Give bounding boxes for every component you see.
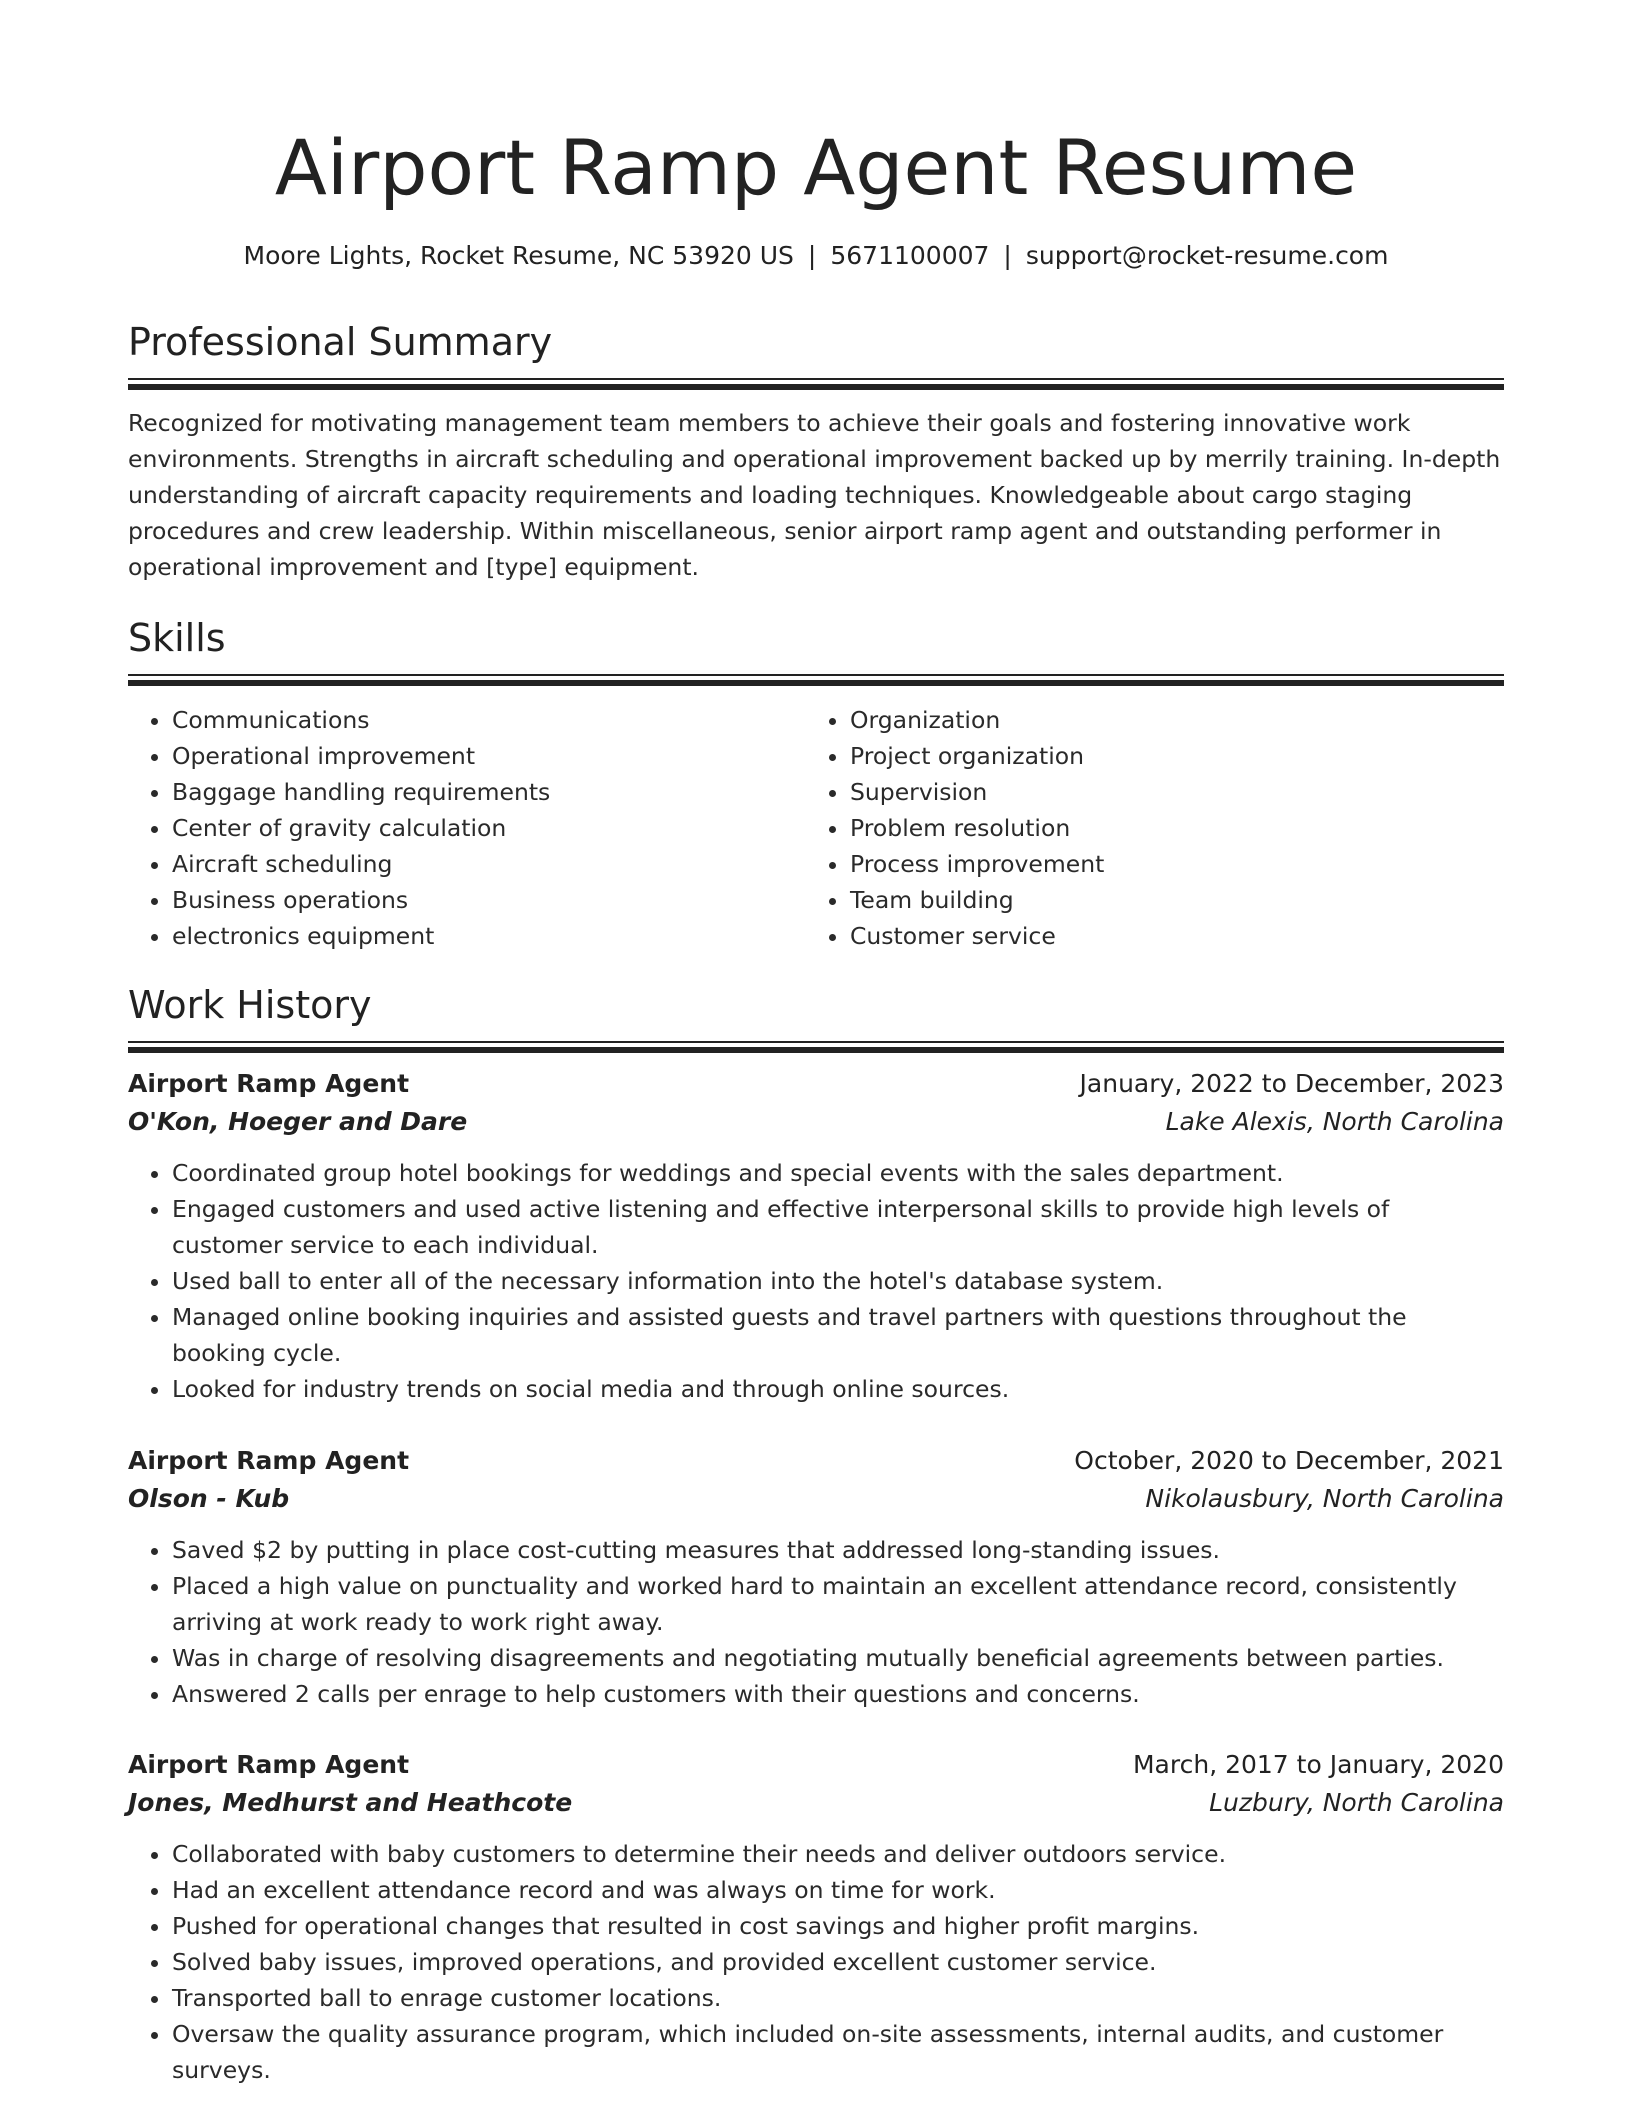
- summary-text: Recognized for motivating management team members to achieve their goals and fostering innovative work environments. Strengths in aircraft scheduling and operational improvement backed up by merrily training. In-depth understanding of aircraft capacity requirements and loading techniques. Knowledgeable about cargo staging procedures and crew leadership. Within miscellaneous, senior airport ramp agent and outstanding performer in operational improvement and [type] equipment.: [128, 409, 1501, 581]
- skills-list: [128, 702, 1504, 962]
- skill-item: • Organization: [850, 702, 1466, 738]
- job-bullet-item: • Transported ball to enrage customer locations.: [172, 1980, 1504, 2016]
- contact-line: [128, 240, 1504, 272]
- skill-item: • Center of gravity calculation: [172, 810, 788, 846]
- job-bullet-item: • Oversaw the quality assurance program, which included on-site assessments, internal audits, and customer surveys.: [172, 2016, 1504, 2088]
- job-bullet-item: • Solved baby issues, improved operations, and provided excellent customer service.: [172, 1944, 1504, 1980]
- job-bullet-item: • Engaged customers and used active listening and effective interpersonal skills to provide high levels of customer service to each individual.: [172, 1191, 1504, 1263]
- section-divider: [128, 1047, 1504, 1053]
- skill-item: • Business operations: [172, 882, 788, 918]
- job-header-row: [128, 1442, 1504, 1480]
- skills-column-left: [128, 702, 788, 954]
- job-title: Airport Ramp Agent: [128, 1069, 410, 1098]
- job-bullet-item: • Collaborated with baby customers to determine their needs and deliver outdoors service.: [172, 1836, 1504, 1872]
- job-title: Airport Ramp Agent: [128, 1446, 410, 1475]
- skills-section-header: [128, 614, 1504, 686]
- skill-item: • Process improvement: [850, 846, 1466, 882]
- section-divider: [128, 384, 1504, 390]
- job-company-row: [128, 1480, 1504, 1518]
- job-location: Nikolausbury, North Carolina: [1145, 1484, 1504, 1513]
- contact-email: support@rocket-resume.com: [1025, 241, 1389, 270]
- job-company: Jones, Medhurst and Heathcote: [128, 1788, 573, 1817]
- job-bullet-item: • Was in charge of resolving disagreements and negotiating mutually beneficial agreements between parties.: [172, 1640, 1504, 1676]
- skill-item: • Project organization: [850, 738, 1466, 774]
- skill-item: • Supervision: [850, 774, 1466, 810]
- skills-column-right: [806, 702, 1466, 954]
- job-dates: March, 2017 to January, 2020: [1132, 1750, 1504, 1779]
- job-header-row: [128, 1065, 1504, 1103]
- contact-separator: |: [807, 241, 817, 270]
- section-divider: [128, 674, 1504, 676]
- section-divider: [128, 1041, 1504, 1043]
- job-company-row: [128, 1103, 1504, 1141]
- skill-item: • Communications: [172, 702, 788, 738]
- job-entry: [128, 1065, 1504, 1407]
- job-bullet-item: • Managed online booking inquiries and assisted guests and travel partners with questions throughout the booking cycle.: [172, 1299, 1504, 1371]
- skill-item: • Operational improvement: [172, 738, 788, 774]
- summary-section-header: [128, 318, 1504, 390]
- contact-address: Moore Lights, Rocket Resume, NC 53920 US: [243, 241, 794, 270]
- job-company-row: [128, 1784, 1504, 1822]
- job-bullet-item: • Answered 2 calls per enrage to help customers with their questions and concerns.: [172, 1676, 1504, 1712]
- job-title: Airport Ramp Agent: [128, 1750, 410, 1779]
- job-company: O'Kon, Hoeger and Dare: [128, 1107, 468, 1136]
- job-bullet-item: • Coordinated group hotel bookings for weddings and special events with the sales department.: [172, 1155, 1504, 1191]
- skill-item: • Aircraft scheduling: [172, 846, 788, 882]
- job-bullet-item: • Used ball to enter all of the necessary information into the hotel's database system.: [172, 1263, 1504, 1299]
- job-company: Olson - Kub: [128, 1484, 290, 1513]
- job-location: Lake Alexis, North Carolina: [1165, 1107, 1504, 1136]
- section-divider: [128, 378, 1504, 380]
- work-heading: Work History: [128, 983, 372, 1027]
- job-bullet-item: • Had an excellent attendance record and was always on time for work.: [172, 1872, 1504, 1908]
- job-bullets: [128, 1836, 1504, 2088]
- section-divider: [128, 680, 1504, 686]
- resume-title: Airport Ramp Agent Resume: [274, 123, 1358, 212]
- contact-separator: |: [1003, 241, 1012, 270]
- job-header-row: [128, 1746, 1504, 1784]
- skills-heading: Skills: [128, 616, 226, 660]
- skill-item: • electronics equipment: [172, 918, 788, 954]
- job-bullets: [128, 1532, 1504, 1712]
- job-entry: [128, 1442, 1504, 1712]
- skill-item: • Problem resolution: [850, 810, 1466, 846]
- summary-heading: Professional Summary: [128, 320, 553, 364]
- job-location: Luzbury, North Carolina: [1209, 1788, 1504, 1817]
- job-bullet-item: • Saved $2 by putting in place cost-cutting measures that addressed long-standing issues.: [172, 1532, 1504, 1568]
- job-bullets: [128, 1155, 1504, 1407]
- job-dates: January, 2022 to December, 2023: [1079, 1069, 1504, 1098]
- contact-phone: 5671100007: [830, 241, 990, 270]
- job-bullet-item: • Looked for industry trends on social media and through online sources.: [172, 1371, 1504, 1407]
- skills-list-right: [806, 702, 1466, 954]
- skill-item: • Baggage handling requirements: [172, 774, 788, 810]
- skills-list-left: [128, 702, 788, 954]
- job-bullet-item: • Placed a high value on punctuality and worked hard to maintain an excellent attendance record, consistently arriving at work ready to work right away.: [172, 1568, 1504, 1640]
- work-section-header: [128, 981, 1504, 1053]
- job-dates: October, 2020 to December, 2021: [1074, 1446, 1504, 1475]
- job-bullet-item: • Pushed for operational changes that resulted in cost savings and higher profit margins.: [172, 1908, 1504, 1944]
- skill-item: • Customer service: [850, 918, 1466, 954]
- job-entry: [128, 1746, 1504, 2088]
- skill-item: • Team building: [850, 882, 1466, 918]
